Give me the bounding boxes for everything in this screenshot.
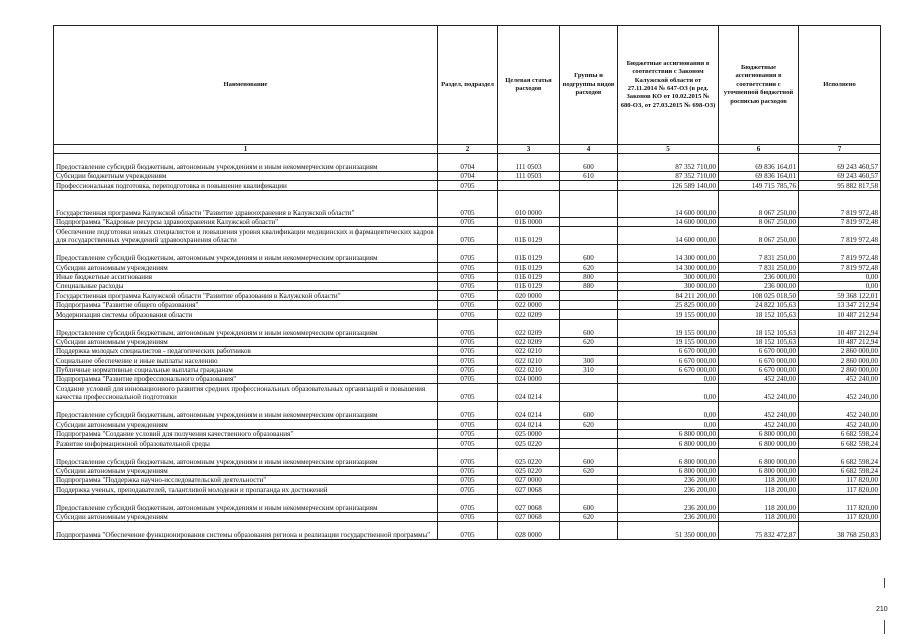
cell-group: 600 — [560, 448, 618, 466]
cell-executed: 13 347 212,94 — [799, 300, 881, 309]
cell-section: 0705 — [438, 245, 498, 263]
cell-revised: 452 240,00 — [719, 420, 799, 429]
cell-target: 022 0209 — [498, 310, 560, 319]
cell-revised: 6 800 000,00 — [719, 448, 799, 466]
cell-name: Создание условий для инновационного развития средних профессиональных образовательных организаций и повышения качества профессиональной подготовки — [54, 384, 438, 402]
column-number: 2 — [438, 145, 498, 154]
cell-executed: 7 819 972,48 — [799, 190, 881, 217]
cell-revised: 452 240,00 — [719, 375, 799, 384]
cell-approved: 14 600 000,00 — [618, 190, 719, 217]
cell-name: Обеспечение подготовки новых специалистов и повышения уровня квалификации медицинских и фармацевтических кадров для государственных учреждений здравоохранения области — [54, 227, 438, 245]
cell-revised: 118 200,00 — [719, 512, 799, 521]
table-row — [54, 190, 881, 217]
cell-name: Подпрограмма "Поддержка научно-исследовательской деятельности" — [54, 476, 438, 485]
cell-group — [560, 227, 618, 245]
cell-name: Модернизация системы образования области — [54, 310, 438, 319]
cell-approved: 87 352 710,00 — [618, 172, 719, 181]
cell-approved: 0,00 — [618, 375, 719, 384]
cell-executed: 38 768 250,83 — [799, 522, 881, 540]
cell-approved: 300 000,00 — [618, 272, 719, 281]
cell-name: Иные бюджетные ассигнования — [54, 272, 438, 281]
cell-revised: 18 152 105,63 — [719, 319, 799, 337]
table-row — [54, 154, 881, 172]
cell-approved: 87 352 710,00 — [618, 154, 719, 172]
table-row — [54, 356, 881, 365]
table-row — [54, 217, 881, 226]
cell-section: 0705 — [438, 429, 498, 438]
cell-group: 600 — [560, 319, 618, 337]
cell-target: 025 0220 — [498, 448, 560, 466]
header-revised: Бюджетные ассигнования в соответствии с уточненной бюджетной росписью расходов — [719, 26, 799, 145]
table-row — [54, 420, 881, 429]
cell-target: 022 0210 — [498, 365, 560, 374]
table-row — [54, 522, 881, 540]
cell-name: Профессиональная подготовка, переподготовка и повышение квалификации — [54, 181, 438, 190]
cell-section: 0705 — [438, 291, 498, 300]
cell-executed: 7 819 972,48 — [799, 245, 881, 263]
edge-mark — [884, 578, 885, 588]
cell-target: 111 0503 — [498, 154, 560, 172]
cell-approved: 6 670 000,00 — [618, 346, 719, 355]
table-row — [54, 402, 881, 420]
cell-revised: 69 836 164,01 — [719, 172, 799, 181]
cell-executed: 6 682 598,24 — [799, 466, 881, 475]
cell-revised: 24 822 105,63 — [719, 300, 799, 309]
cell-revised: 8 067 250,00 — [719, 227, 799, 245]
table-row — [54, 245, 881, 263]
cell-name: Субсидии автономным учреждениям — [54, 420, 438, 429]
cell-group — [560, 439, 618, 448]
cell-approved: 84 211 200,00 — [618, 291, 719, 300]
cell-group: 620 — [560, 512, 618, 521]
cell-section: 0705 — [438, 420, 498, 429]
table-row — [54, 429, 881, 438]
cell-executed: 95 882 817,58 — [799, 181, 881, 190]
table-row — [54, 319, 881, 337]
cell-name: Субсидии автономным учреждениям — [54, 337, 438, 346]
table-row — [54, 172, 881, 181]
cell-group: 600 — [560, 402, 618, 420]
cell-revised: 8 067 250,00 — [719, 190, 799, 217]
cell-executed: 452 240,00 — [799, 420, 881, 429]
cell-section: 0705 — [438, 281, 498, 290]
cell-name: Подпрограмма "Обеспечение функционирования системы образования региона и реализации государственной программы" — [54, 522, 438, 540]
cell-section: 0704 — [438, 172, 498, 181]
cell-target: 022 0210 — [498, 346, 560, 355]
cell-approved: 126 589 140,00 — [618, 181, 719, 190]
cell-group — [560, 300, 618, 309]
cell-approved: 6 800 000,00 — [618, 466, 719, 475]
cell-executed: 452 240,00 — [799, 402, 881, 420]
cell-name: Государственная программа Калужской области "Развитие здравоохранения в Калужской области" — [54, 190, 438, 217]
cell-approved: 300 000,00 — [618, 281, 719, 290]
cell-name: Подпрограмма "Развитие общего образования" — [54, 300, 438, 309]
cell-revised: 236 000,00 — [719, 272, 799, 281]
cell-approved: 0,00 — [618, 420, 719, 429]
cell-executed: 6 682 598,24 — [799, 429, 881, 438]
table-row — [54, 272, 881, 281]
cell-revised: 6 800 000,00 — [719, 429, 799, 438]
cell-target: 024 0000 — [498, 375, 560, 384]
header-target: Целевая статья расходов — [498, 26, 560, 145]
cell-target: 022 0000 — [498, 300, 560, 309]
column-number: 5 — [618, 145, 719, 154]
cell-executed: 6 682 598,24 — [799, 439, 881, 448]
cell-group: 300 — [560, 356, 618, 365]
cell-name: Публичные нормативные социальные выплаты гражданам — [54, 365, 438, 374]
table-row — [54, 384, 881, 402]
column-number: 6 — [719, 145, 799, 154]
table-row — [54, 181, 881, 190]
table-row — [54, 466, 881, 475]
cell-name: Предоставление субсидий бюджетным, автономным учреждениям и иным некоммерческим организациям — [54, 402, 438, 420]
table-row — [54, 512, 881, 521]
cell-revised: 7 831 250,00 — [719, 245, 799, 263]
cell-name: Предоставление субсидий бюджетным, автономным учреждениям и иным некоммерческим организациям — [54, 494, 438, 512]
cell-revised: 75 832 472,87 — [719, 522, 799, 540]
cell-executed: 7 819 972,48 — [799, 217, 881, 226]
cell-name: Субсидии автономным учреждениям — [54, 466, 438, 475]
cell-section: 0705 — [438, 190, 498, 217]
cell-section: 0705 — [438, 476, 498, 485]
column-number: 4 — [560, 145, 618, 154]
table-row — [54, 346, 881, 355]
cell-section: 0705 — [438, 448, 498, 466]
column-number: 3 — [498, 145, 560, 154]
table-row — [54, 291, 881, 300]
header-section: Раздел, подраздел — [438, 26, 498, 145]
cell-executed: 10 487 212,94 — [799, 310, 881, 319]
cell-section: 0705 — [438, 319, 498, 337]
cell-section: 0705 — [438, 494, 498, 512]
cell-target: 027 0068 — [498, 494, 560, 512]
column-number: 1 — [54, 145, 438, 154]
cell-target: 01Б 0129 — [498, 263, 560, 272]
cell-target: 111 0503 — [498, 172, 560, 181]
cell-name: Субсидии автономным учреждениям — [54, 263, 438, 272]
cell-name: Подпрограмма "Кадровые ресурсы здравоохранения Калужской области" — [54, 217, 438, 226]
cell-revised: 6 670 000,00 — [719, 365, 799, 374]
cell-section: 0705 — [438, 227, 498, 245]
table-row — [54, 227, 881, 245]
cell-executed: 452 240,00 — [799, 384, 881, 402]
header-group: Группы и подгруппы видов расходов — [560, 26, 618, 145]
cell-target: 022 0210 — [498, 356, 560, 365]
cell-approved: 51 350 000,00 — [618, 522, 719, 540]
cell-approved: 0,00 — [618, 402, 719, 420]
cell-group: 310 — [560, 365, 618, 374]
cell-name: Предоставление субсидий бюджетным, автономным учреждениям и иным некоммерческим организациям — [54, 448, 438, 466]
cell-target: 022 0209 — [498, 337, 560, 346]
cell-group: 620 — [560, 263, 618, 272]
cell-target: 01Б 0129 — [498, 272, 560, 281]
column-number: 7 — [799, 145, 881, 154]
cell-group: 620 — [560, 466, 618, 475]
cell-revised: 6 670 000,00 — [719, 346, 799, 355]
cell-section: 0705 — [438, 375, 498, 384]
cell-name: Предоставление субсидий бюджетным, автономным учреждениям и иным некоммерческим организациям — [54, 245, 438, 263]
cell-section: 0705 — [438, 365, 498, 374]
cell-group — [560, 346, 618, 355]
cell-target: 01Б 0000 — [498, 217, 560, 226]
cell-approved: 6 800 000,00 — [618, 429, 719, 438]
cell-approved: 236 200,00 — [618, 512, 719, 521]
table-row — [54, 485, 881, 494]
cell-executed: 117 820,00 — [799, 485, 881, 494]
cell-executed: 117 820,00 — [799, 494, 881, 512]
cell-target: 025 0000 — [498, 429, 560, 438]
cell-section: 0705 — [438, 384, 498, 402]
cell-group — [560, 291, 618, 300]
cell-section: 0705 — [438, 356, 498, 365]
cell-executed: 2 860 000,00 — [799, 365, 881, 374]
page-number: 210 — [876, 606, 888, 613]
cell-revised: 18 152 105,63 — [719, 337, 799, 346]
cell-group — [560, 522, 618, 540]
cell-section: 0705 — [438, 310, 498, 319]
cell-target: 024 0214 — [498, 402, 560, 420]
column-number-row — [54, 145, 881, 154]
cell-executed: 69 243 460,57 — [799, 172, 881, 181]
cell-approved: 6 670 000,00 — [618, 365, 719, 374]
cell-executed: 0,00 — [799, 281, 881, 290]
cell-revised: 6 670 000,00 — [719, 356, 799, 365]
cell-revised: 6 800 000,00 — [719, 439, 799, 448]
cell-revised: 118 200,00 — [719, 485, 799, 494]
cell-name: Предоставление субсидий бюджетным, автономным учреждениям и иным некоммерческим организациям — [54, 319, 438, 337]
cell-executed: 452 240,00 — [799, 375, 881, 384]
cell-target: 027 0000 — [498, 476, 560, 485]
cell-approved: 25 825 000,00 — [618, 300, 719, 309]
table-row — [54, 300, 881, 309]
cell-revised: 69 836 164,01 — [719, 154, 799, 172]
header-name: Наименование — [54, 26, 438, 145]
header-approved: Бюджетные ассигнования в соответствии с Законом Калужской области от 27.11.2014 № 647-ОЗ (в ред. Законов КО от 10.02.2015 № 680-ОЗ, от 27.03.2015 № 698-ОЗ) — [618, 26, 719, 145]
cell-revised: 8 067 250,00 — [719, 217, 799, 226]
cell-name: Социальное обеспечение и иные выплаты населению — [54, 356, 438, 365]
cell-name: Подпрограмма "Развитие профессионального образования" — [54, 375, 438, 384]
cell-target: 025 0220 — [498, 439, 560, 448]
cell-revised: 452 240,00 — [719, 402, 799, 420]
cell-approved: 236 200,00 — [618, 476, 719, 485]
cell-group: 600 — [560, 494, 618, 512]
cell-section: 0705 — [438, 402, 498, 420]
table-row — [54, 337, 881, 346]
cell-approved: 19 155 000,00 — [618, 337, 719, 346]
table-row — [54, 375, 881, 384]
cell-approved: 236 200,00 — [618, 485, 719, 494]
cell-group: 610 — [560, 172, 618, 181]
cell-approved: 0,00 — [618, 384, 719, 402]
cell-executed: 6 682 598,24 — [799, 448, 881, 466]
cell-section: 0705 — [438, 485, 498, 494]
cell-executed: 0,00 — [799, 272, 881, 281]
cell-revised: 149 715 785,76 — [719, 181, 799, 190]
cell-approved: 14 600 000,00 — [618, 227, 719, 245]
cell-approved: 6 670 000,00 — [618, 356, 719, 365]
budget-table — [53, 25, 881, 540]
cell-target: 027 0068 — [498, 485, 560, 494]
cell-section: 0705 — [438, 263, 498, 272]
cell-section: 0705 — [438, 346, 498, 355]
cell-section: 0705 — [438, 522, 498, 540]
cell-name: Подпрограмма "Создание условий для получения качественного образования" — [54, 429, 438, 438]
table-row — [54, 439, 881, 448]
header-row — [54, 26, 881, 145]
cell-section: 0705 — [438, 300, 498, 309]
cell-approved: 19 155 000,00 — [618, 310, 719, 319]
table-row — [54, 448, 881, 466]
cell-approved: 14 600 000,00 — [618, 217, 719, 226]
cell-group — [560, 217, 618, 226]
cell-target — [498, 181, 560, 190]
cell-executed: 117 820,00 — [799, 476, 881, 485]
cell-group — [560, 384, 618, 402]
cell-name: Предоставление субсидий бюджетным, автономным учреждениям и иным некоммерческим организациям — [54, 154, 438, 172]
cell-group: 800 — [560, 272, 618, 281]
cell-section: 0705 — [438, 181, 498, 190]
cell-group: 600 — [560, 245, 618, 263]
cell-group — [560, 375, 618, 384]
cell-revised: 236 000,00 — [719, 281, 799, 290]
edge-mark — [884, 620, 885, 634]
cell-section: 0705 — [438, 512, 498, 521]
cell-executed: 117 820,00 — [799, 512, 881, 521]
cell-executed: 10 487 212,94 — [799, 319, 881, 337]
cell-revised: 118 200,00 — [719, 476, 799, 485]
cell-name: Субсидии автономным учреждениям — [54, 512, 438, 521]
cell-group: 620 — [560, 420, 618, 429]
cell-target: 020 0000 — [498, 291, 560, 300]
cell-revised: 118 200,00 — [719, 494, 799, 512]
cell-name: Развитие информационной образовательной среды — [54, 439, 438, 448]
cell-target: 01Б 0129 — [498, 227, 560, 245]
table-row — [54, 365, 881, 374]
header-executed: Исполнено — [799, 26, 881, 145]
cell-group — [560, 429, 618, 438]
cell-group — [560, 181, 618, 190]
cell-executed: 59 368 122,01 — [799, 291, 881, 300]
cell-executed: 7 819 972,48 — [799, 263, 881, 272]
cell-group: 620 — [560, 337, 618, 346]
cell-approved: 236 200,00 — [618, 494, 719, 512]
cell-revised: 108 025 018,50 — [719, 291, 799, 300]
table-row — [54, 281, 881, 290]
cell-target: 027 0068 — [498, 512, 560, 521]
cell-group — [560, 190, 618, 217]
cell-group — [560, 476, 618, 485]
cell-group — [560, 310, 618, 319]
cell-section: 0705 — [438, 337, 498, 346]
cell-target: 01Б 0129 — [498, 281, 560, 290]
cell-group: 600 — [560, 154, 618, 172]
cell-section: 0705 — [438, 217, 498, 226]
cell-approved: 14 300 000,00 — [618, 263, 719, 272]
cell-target: 01Б 0129 — [498, 245, 560, 263]
cell-executed: 2 860 000,00 — [799, 356, 881, 365]
cell-revised: 6 800 000,00 — [719, 466, 799, 475]
cell-name: Поддержка ученых, преподавателей, талантливой молодежи и пропаганда их достижений — [54, 485, 438, 494]
cell-target: 022 0209 — [498, 319, 560, 337]
cell-group — [560, 485, 618, 494]
cell-executed: 7 819 972,48 — [799, 227, 881, 245]
cell-target: 010 0000 — [498, 190, 560, 217]
cell-name: Государственная программа Калужской области "Развитие образования в Калужской области" — [54, 291, 438, 300]
cell-group: 880 — [560, 281, 618, 290]
cell-executed: 2 860 000,00 — [799, 346, 881, 355]
cell-revised: 452 240,00 — [719, 384, 799, 402]
cell-name: Поддержка молодых специалистов - педагогических работников — [54, 346, 438, 355]
cell-target: 025 0220 — [498, 466, 560, 475]
cell-executed: 10 487 212,94 — [799, 337, 881, 346]
table-row — [54, 476, 881, 485]
cell-approved: 6 800 000,00 — [618, 448, 719, 466]
cell-approved: 14 300 000,00 — [618, 245, 719, 263]
cell-target: 024 0214 — [498, 420, 560, 429]
table-row — [54, 310, 881, 319]
cell-revised: 7 831 250,00 — [719, 263, 799, 272]
cell-revised: 18 152 105,63 — [719, 310, 799, 319]
table-row — [54, 263, 881, 272]
cell-approved: 19 155 000,00 — [618, 319, 719, 337]
cell-section: 0704 — [438, 154, 498, 172]
cell-target: 028 0000 — [498, 522, 560, 540]
cell-name: Субсидии бюджетным учреждениям — [54, 172, 438, 181]
cell-target: 024 0214 — [498, 384, 560, 402]
cell-approved: 6 800 000,00 — [618, 439, 719, 448]
table-row — [54, 494, 881, 512]
cell-section: 0705 — [438, 439, 498, 448]
cell-section: 0705 — [438, 466, 498, 475]
cell-executed: 69 243 460,57 — [799, 154, 881, 172]
cell-name: Специальные расходы — [54, 281, 438, 290]
cell-section: 0705 — [438, 272, 498, 281]
